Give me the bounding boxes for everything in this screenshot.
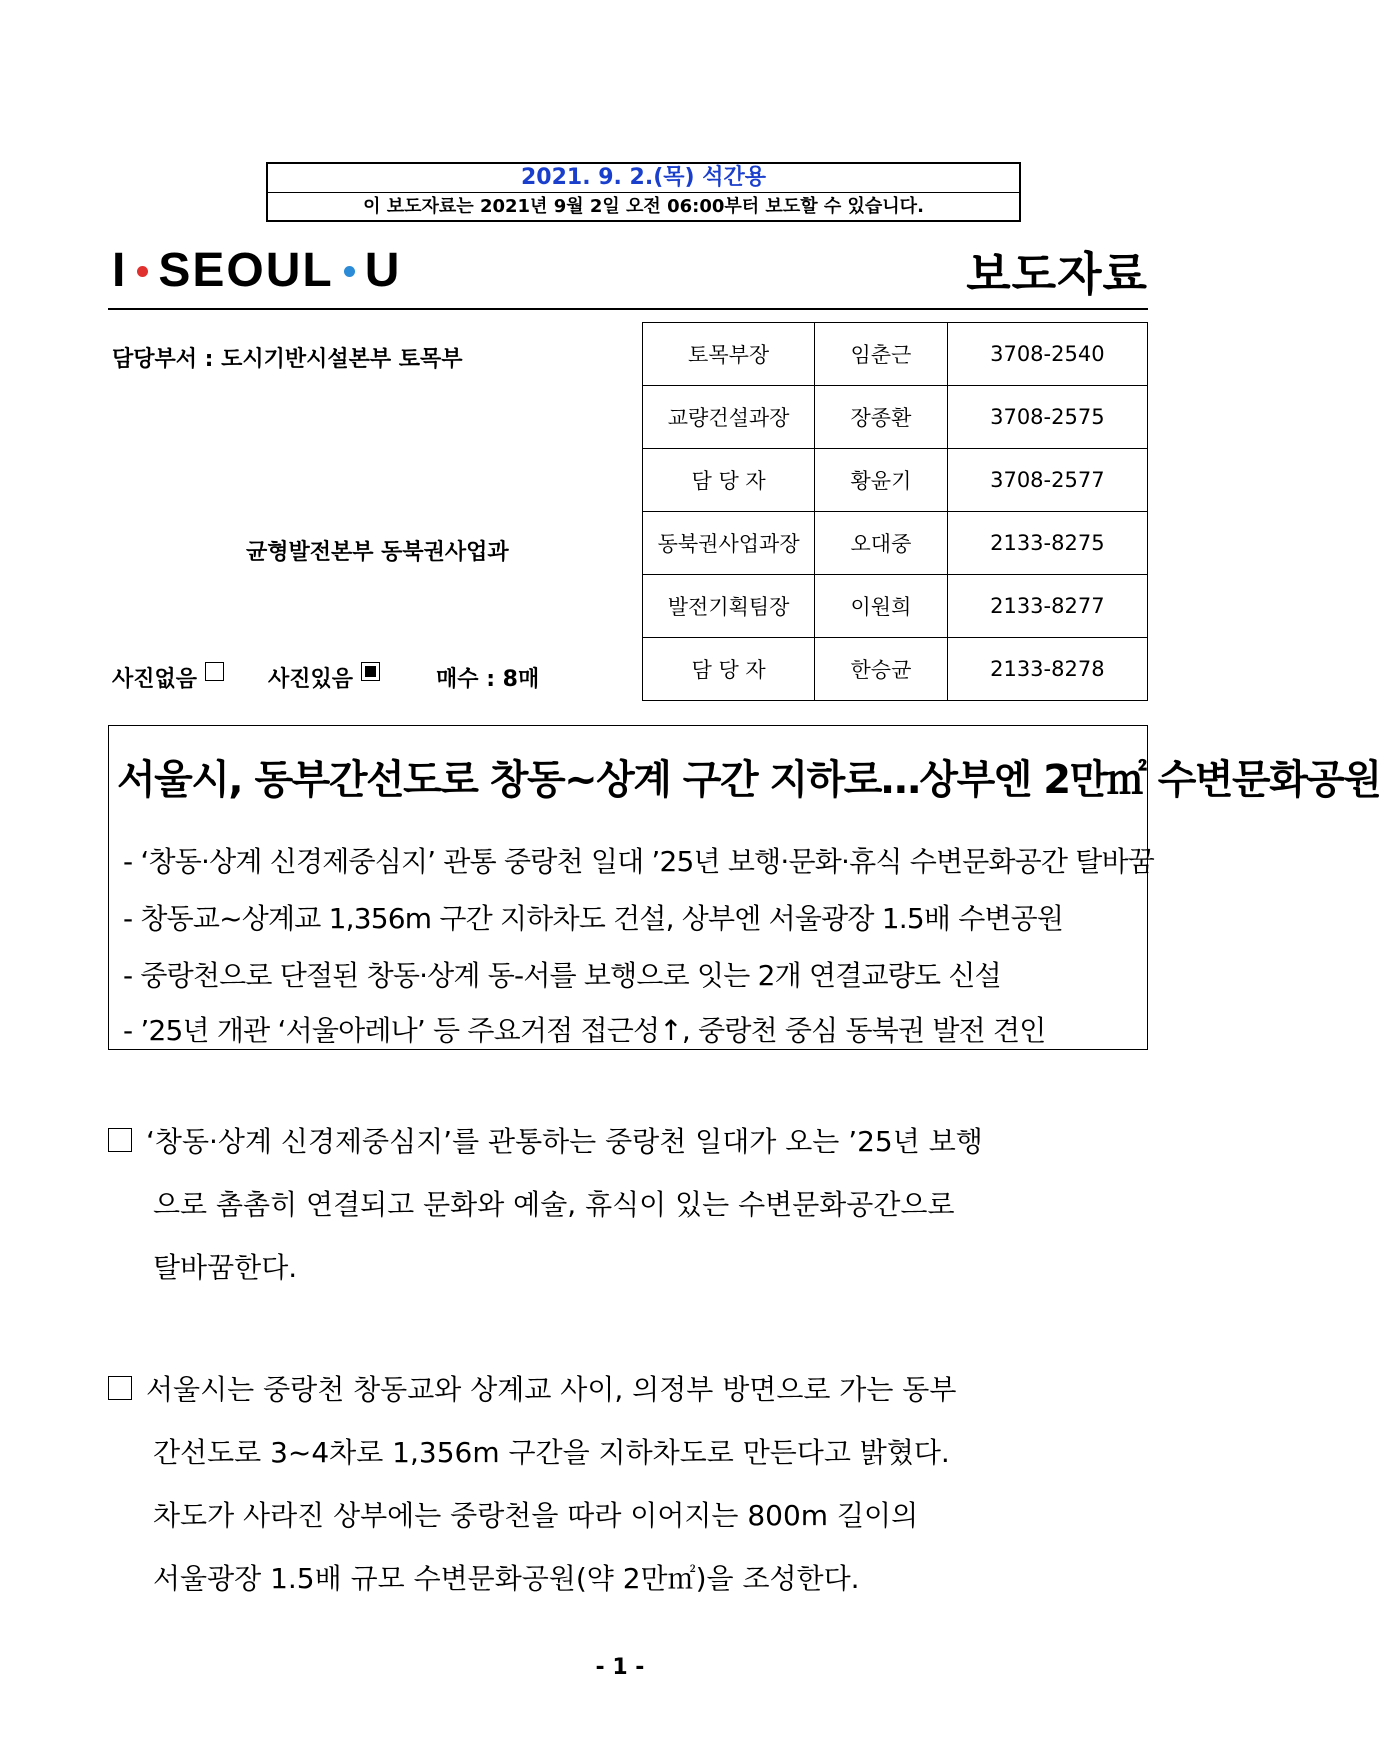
headline-title bbox=[117, 748, 1381, 805]
contact-table bbox=[642, 322, 1148, 701]
table-row bbox=[643, 575, 1148, 638]
photo-count: 매수 : 8매 bbox=[436, 667, 540, 692]
no-photo-label: 사진없음 bbox=[112, 667, 198, 692]
has-photo-label: 사진있음 bbox=[268, 667, 354, 692]
contact-name: 황윤기 bbox=[815, 449, 947, 512]
contact-role: 교량건설과장 bbox=[643, 386, 815, 449]
contact-name: 한승균 bbox=[815, 638, 947, 701]
paragraph-1 bbox=[108, 1110, 1148, 1299]
table-row bbox=[643, 512, 1148, 575]
contact-name: 오대중 bbox=[815, 512, 947, 575]
paragraph-line: 으로 촘촘히 연결되고 문화와 예술, 휴식이 있는 수변문화공간으로 bbox=[153, 1188, 955, 1221]
headline-sub-3: - 중랑천으로 단절된 창동·상계 동-서를 보행으로 잇는 2개 연결교량도 신설 bbox=[123, 959, 1001, 992]
has-photo-checkbox-icon bbox=[361, 662, 380, 681]
table-row bbox=[643, 386, 1148, 449]
contact-phone: 2133-8278 bbox=[947, 638, 1147, 701]
contact-name: 이원희 bbox=[815, 575, 947, 638]
embargo-box bbox=[266, 162, 1021, 222]
headline-sub-2: - 창동교~상계교 1,356m 구간 지하차도 건설, 상부엔 서울광장 1.5배 수변공원 bbox=[123, 902, 1064, 935]
contact-role: 담 당 자 bbox=[643, 449, 815, 512]
contact-name: 임춘근 bbox=[815, 323, 947, 386]
page-number: - 1 - bbox=[595, 1655, 645, 1680]
headline-main-end: 수변문화공원 bbox=[1157, 757, 1381, 803]
paragraph-line: 간선도로 3~4차로 1,356m 구간을 지하차도로 만든다고 밝혔다. bbox=[153, 1436, 950, 1469]
paragraph-2 bbox=[108, 1358, 1148, 1610]
contact-phone: 3708-2577 bbox=[947, 449, 1147, 512]
contact-role: 담 당 자 bbox=[643, 638, 815, 701]
headline-box bbox=[108, 725, 1381, 1050]
contact-role: 토목부장 bbox=[643, 323, 815, 386]
release-date: 2021. 9. 2.(목) 석간용 bbox=[268, 164, 1019, 193]
contact-name: 장종환 bbox=[815, 386, 947, 449]
no-photo-checkbox-icon bbox=[205, 662, 224, 681]
contact-phone: 2133-8277 bbox=[947, 575, 1147, 638]
headline-sub-1: - ‘창동·상계 신경제중심지’ 관통 중랑천 일대 ’25년 보행·문화·휴식 수변문화공간 탈바꿈 bbox=[123, 845, 1155, 878]
contact-phone: 2133-8275 bbox=[947, 512, 1147, 575]
contact-role: 발전기획팀장 bbox=[643, 575, 815, 638]
embargo-notice: 이 보도자료는 2021년 9월 2일 오전 06:00부터 보도할 수 있습니다. bbox=[363, 196, 924, 217]
department-label-2: 균형발전본부 동북권사업과 bbox=[246, 540, 509, 565]
paragraph-line: ‘창동·상계 신경제중심지’를 관통하는 중랑천 일대가 오는 ’25년 보행 bbox=[146, 1125, 983, 1158]
contact-phone: 3708-2540 bbox=[947, 323, 1147, 386]
logo-blue-dot bbox=[344, 266, 355, 277]
paragraph-line: 차도가 사라진 상부에는 중랑천을 따라 이어지는 800m 길이의 bbox=[153, 1499, 919, 1532]
photo-info bbox=[112, 662, 539, 693]
headline-main: 서울시, 동부간선도로 창동~상계 구간 지하로…상부엔 2만㎡ bbox=[117, 757, 1158, 803]
paragraph-line: 서울광장 1.5배 규모 수변문화공원(약 2만㎡)을 조성한다. bbox=[153, 1562, 860, 1595]
table-row bbox=[643, 638, 1148, 701]
contact-phone: 3708-2575 bbox=[947, 386, 1147, 449]
paragraph-line: 서울시는 중랑천 창동교와 상계교 사이, 의정부 방면으로 가는 동부 bbox=[146, 1373, 957, 1406]
header-divider bbox=[108, 308, 1148, 310]
table-row bbox=[643, 449, 1148, 512]
document-type: 보도자료 bbox=[966, 247, 1148, 301]
department-label: 담당부서 : 도시기반시설본부 토목부 bbox=[112, 347, 463, 372]
logo-seoul: SEOUL bbox=[158, 244, 334, 297]
logo-red-dot bbox=[137, 266, 148, 277]
headline-sub-4: - ’25년 개관 ‘서울아레나’ 등 주요거점 접근성↑, 중랑천 중심 동북권 발전 견인 bbox=[123, 1014, 1046, 1047]
logo-i: I bbox=[112, 244, 128, 297]
paragraph-line: 탈바꿈한다. bbox=[153, 1251, 298, 1284]
logo-u: U bbox=[364, 244, 402, 297]
bullet-square-icon bbox=[108, 1376, 132, 1400]
seoul-logo bbox=[112, 245, 401, 297]
contact-role: 동북권사업과장 bbox=[643, 512, 815, 575]
table-row bbox=[643, 323, 1148, 386]
bullet-square-icon bbox=[108, 1128, 132, 1152]
